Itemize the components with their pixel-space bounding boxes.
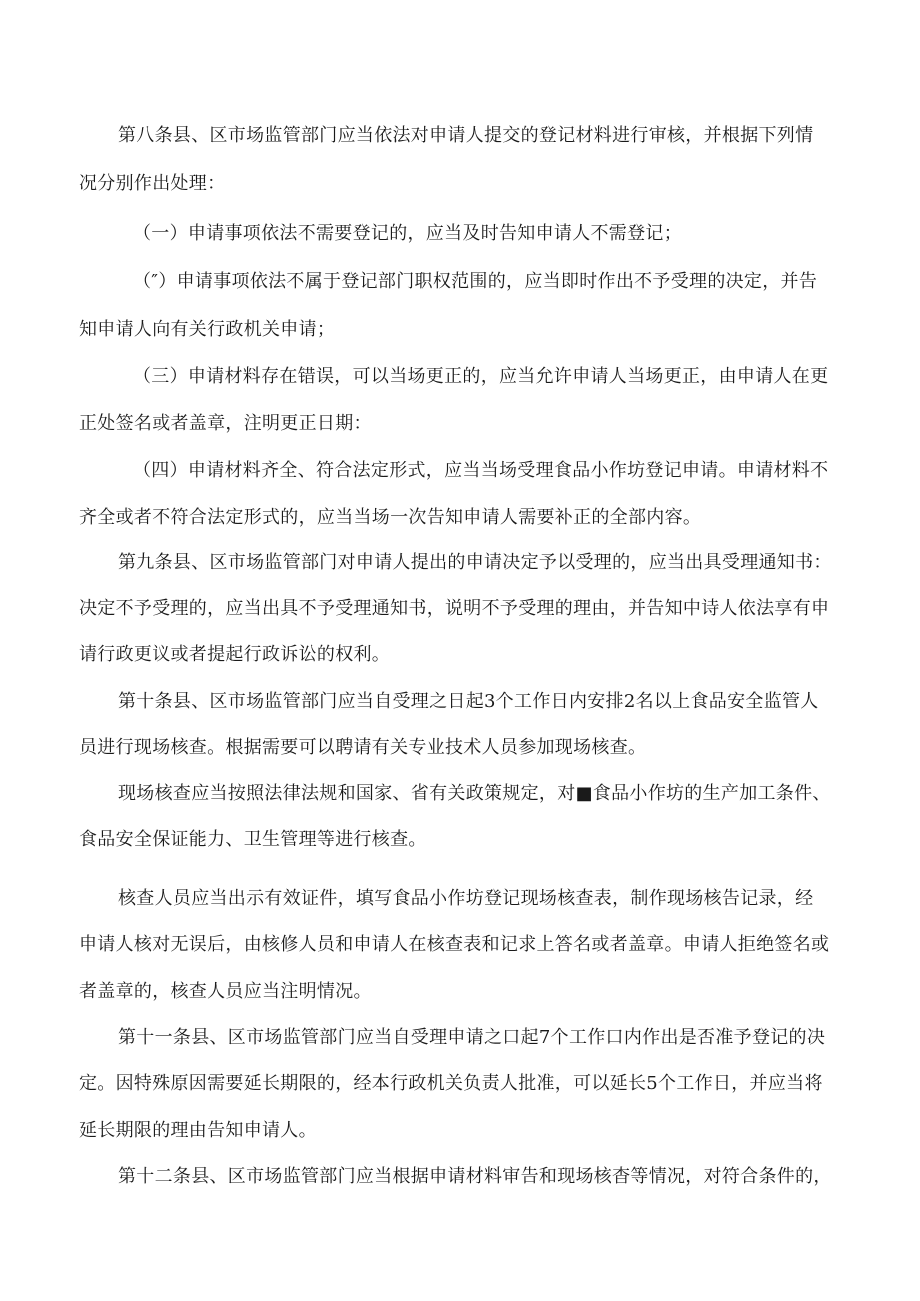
article-12-line-1: 第十二条县、区市场监管部门应当根据申请材料审告和现场核杳等情况，对符合条件的，	[118, 1166, 832, 1187]
article-8-line-1: 第八条县、区市场监管部门应当依法对申请人提交的登记材料进行审核，并根据下列情	[118, 125, 814, 146]
item-2-line-2: 知申请人向有关行政机关申请；	[79, 319, 336, 340]
item-3-line-2: 正处签名或者盖章，注明更正日期：	[79, 413, 372, 434]
article-10-line-2: 员进行现场核查。根据需要可以聘请有关专业技术人员参加现场核查。	[79, 737, 647, 758]
article-11-line-2: 定。因特殊原因需要延长期限的，经本行政机关负责人批准，可以延长5个工作日，并应当将	[79, 1073, 823, 1094]
article-9-line-3: 请行政更议或者提起行政诉讼的权利。	[79, 644, 391, 665]
inspector-para-line-2: 申请人核对无误后，由核修人员和申请人在核查表和记求上答名或者盖章。申请人拒绝签名或	[79, 934, 830, 955]
item-4-line-2: 齐全或者不符合法定形式的，应当当场一次告知申请人需要补正的全部内容。	[79, 507, 702, 528]
article-8-line-2: 况分别作出处理：	[79, 173, 226, 194]
article-10-line-1: 第十条县、区市场监管部门应当自受理之日起3个工作日内安排2名以上食品安全监管人	[118, 691, 819, 712]
item-3-line-1: （三）申请材料存在错误，可以当场更正的，应当允许申请人当场更正，由申请人在更	[133, 366, 829, 387]
article-9-line-2: 决定不予受理的，应当出具不予受理通知书，说明不予受理的理由，并告知中诗人依法享有申	[79, 598, 830, 619]
item-4-line-1: （四）申请材料齐全、符合法定形式，应当当场受理食品小作坊登记申请。申请材料不	[133, 460, 829, 481]
article-11-line-3: 延长期限的理由告知申请人。	[79, 1120, 317, 1141]
inspection-para-line-2: 食品安全保证能力、卫生管理等进行核查。	[79, 829, 427, 850]
article-11-line-1: 第十一条县、区市场监管部门应当自受理申请之口起7个工作口内作出是否准予登记的决	[118, 1027, 826, 1048]
inspector-para-line-1: 核查人员应当出示有效证件，填写食品小作坊登记现场核查表，制作现场核告记录，经	[118, 888, 814, 909]
inspector-para-line-3: 者盖章的，核查人员应当注明情况。	[79, 981, 372, 1002]
item-1-line-1: （一）申请事项依法不需要登记的，应当及时告知申请人不需登记；	[133, 223, 682, 244]
item-2-line-1: （″）申请事项依法不属于登记部门职权范围的，应当即时作出不予受理的决定，并告	[133, 271, 818, 292]
inspection-para-line-1: 现场核查应当按照法律法规和国家、省有关政策规定，对■食品小作坊的生产加工条件、	[118, 783, 831, 804]
article-9-line-1: 第九条县、区市场监管部门对申请人提出的申请决定予以受理的，应当出具受理通知书：	[118, 552, 832, 573]
